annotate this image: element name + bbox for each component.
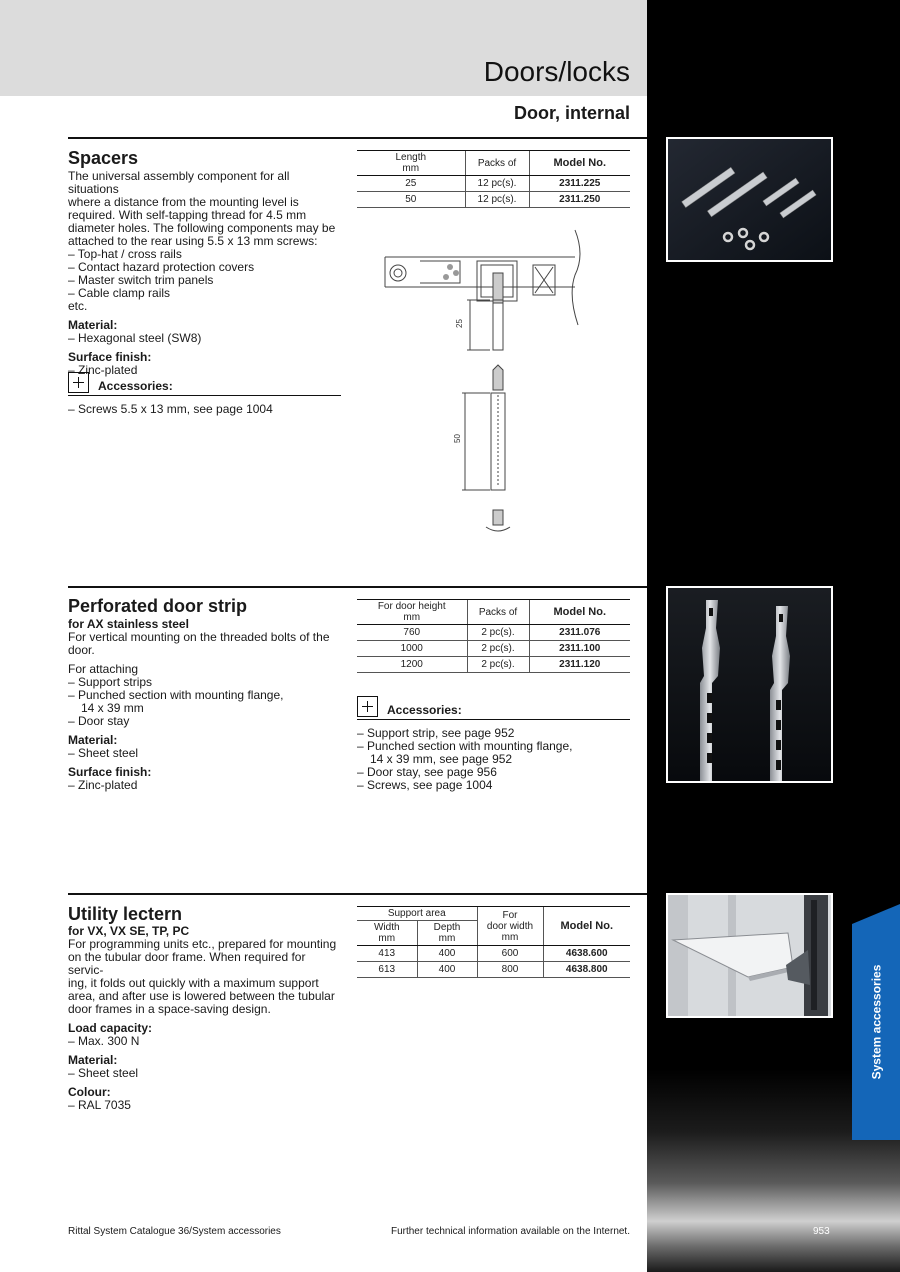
table-cell: 1000 xyxy=(357,641,467,657)
col-header: Model No. xyxy=(529,600,630,625)
material-value: – Hexagonal steel (SW8) xyxy=(68,331,202,345)
table-cell: 12 pc(s). xyxy=(465,192,529,208)
table-cell: 2 pc(s). xyxy=(467,657,529,673)
table-cell: 2 pc(s). xyxy=(467,641,529,657)
desc-line: ing, it folds out quickly with a maximum support xyxy=(68,976,319,990)
side-tab-label-wrap xyxy=(852,904,900,1140)
model-number: 2311.076 xyxy=(529,625,630,641)
section-divider xyxy=(68,137,647,139)
section-subtitle: for VX, VX SE, TP, PC xyxy=(68,924,190,938)
table-cell: 25 xyxy=(357,176,465,192)
accessory-item: – Screws 5.5 x 13 mm, see page 1004 xyxy=(68,402,273,416)
etc-text: etc. xyxy=(68,299,88,313)
perforated-accessories xyxy=(357,727,630,792)
load-value: – Max. 300 N xyxy=(68,1034,140,1048)
perforated-table xyxy=(357,599,630,673)
list-item: – Door stay xyxy=(68,714,130,728)
table-cell: 12 pc(s). xyxy=(465,176,529,192)
table-row xyxy=(357,657,630,673)
table-cell: 1200 xyxy=(357,657,467,673)
desc-line: For programming units etc., prepared for mounting xyxy=(68,937,337,951)
accessories-label: Accessories: xyxy=(98,379,173,393)
model-number: 2311.120 xyxy=(529,657,630,673)
section-title-lectern: Utility lectern xyxy=(68,904,183,924)
table-row xyxy=(357,176,630,192)
col-header: For xyxy=(502,909,518,921)
accessory-item: – Punched section with mounting flange, xyxy=(357,739,573,753)
col-header: Packs of xyxy=(467,600,529,625)
table-cell: 400 xyxy=(417,946,477,962)
desc-line: required. With self-tapping thread for 4.5 mm xyxy=(68,208,307,222)
table-row xyxy=(357,946,630,962)
finish-label: Surface finish: xyxy=(68,765,152,779)
table-cell: 2 pc(s). xyxy=(467,625,529,641)
finish-value: – Zinc-plated xyxy=(68,778,138,792)
list-item: – Contact hazard protection covers xyxy=(68,260,255,274)
desc-line: The universal assembly component for all situations xyxy=(68,169,290,196)
model-number: 2311.100 xyxy=(529,641,630,657)
col-header: Length xyxy=(395,152,427,163)
page-title: Doors/locks xyxy=(483,56,630,87)
col-header: Model No. xyxy=(543,907,630,946)
desc-line: area, and after use is lowered between the tubular xyxy=(68,989,335,1003)
col-header-unit: mm xyxy=(501,931,519,943)
lectern-text xyxy=(68,925,343,1112)
section-subtitle: for AX stainless steel xyxy=(68,617,189,631)
model-number: 4638.600 xyxy=(543,946,630,962)
col-header: Packs of xyxy=(465,151,529,176)
page-number: 953 xyxy=(813,1226,830,1237)
spacers-table xyxy=(357,150,630,208)
desc-line: door. xyxy=(68,643,95,657)
model-number: 2311.225 xyxy=(529,176,630,192)
footer-info: Further technical information available on the Internet. xyxy=(390,1226,630,1237)
table-cell: 600 xyxy=(477,946,543,962)
table-row xyxy=(357,192,630,208)
desc-line: where a distance from the mounting level is xyxy=(68,195,299,209)
accessory-item: – Support strip, see page 952 xyxy=(357,726,515,740)
colour-value: – RAL 7035 xyxy=(68,1098,131,1112)
col-header-unit: mm xyxy=(402,163,420,174)
dimension-label-50: 50 xyxy=(453,434,462,443)
material-label: Material: xyxy=(68,733,118,747)
col-header: Model No. xyxy=(529,151,630,176)
desc-line: diameter holes. The following components may be xyxy=(68,221,336,235)
spacers-text xyxy=(68,170,343,377)
table-row xyxy=(357,962,630,978)
spacers-accessories xyxy=(68,403,343,416)
section-title-spacers: Spacers xyxy=(68,148,139,168)
lectern-photo xyxy=(666,893,833,1018)
footer-catalogue: Rittal System Catalogue 36/System accessories xyxy=(68,1226,281,1237)
desc-line: door frames in a space-saving design. xyxy=(68,1002,271,1016)
list-item: – Punched section with mounting flange, xyxy=(68,688,284,702)
table-cell: 413 xyxy=(357,946,417,962)
lectern-table xyxy=(357,906,630,978)
desc-line: on the tubular door frame. When required for servic- xyxy=(68,950,306,977)
accessories-heading xyxy=(357,696,630,720)
col-header-unit: mm xyxy=(438,933,456,944)
section-title-perforated: Perforated door strip xyxy=(68,596,248,616)
col-header: Width xyxy=(373,922,400,933)
list-item: – Support strips xyxy=(68,675,153,689)
col-header: door width xyxy=(486,920,534,932)
material-label: Material: xyxy=(68,1053,118,1067)
table-cell: 50 xyxy=(357,192,465,208)
side-tab-label: System accessories xyxy=(869,964,883,1080)
group-header: Support area xyxy=(357,907,477,921)
dimension-label-25: 25 xyxy=(455,319,464,328)
list-item: – Top-hat / cross rails xyxy=(68,247,182,261)
finish-value: – Zinc-plated xyxy=(68,363,138,377)
finish-label: Surface finish: xyxy=(68,350,152,364)
table-cell: 613 xyxy=(357,962,417,978)
page-subtitle: Door, internal xyxy=(513,103,630,123)
list-item: – Cable clamp rails xyxy=(68,286,171,300)
colour-label: Colour: xyxy=(68,1085,111,1099)
plus-icon xyxy=(357,696,378,717)
load-label: Load capacity: xyxy=(68,1021,153,1035)
table-row xyxy=(357,641,630,657)
spacer-technical-drawing xyxy=(380,225,585,545)
model-number: 4638.800 xyxy=(543,962,630,978)
plus-icon xyxy=(68,372,89,393)
col-header-unit: mm xyxy=(403,612,421,623)
table-cell: 800 xyxy=(477,962,543,978)
accessory-item: – Door stay, see page 956 xyxy=(357,765,497,779)
table-cell: 400 xyxy=(417,962,477,978)
accessories-heading xyxy=(68,372,341,396)
section-divider xyxy=(68,893,647,895)
material-label: Material: xyxy=(68,318,118,332)
model-number: 2311.250 xyxy=(529,192,630,208)
spacers-photo xyxy=(666,137,833,262)
perforated-strip-photo xyxy=(666,586,833,783)
col-header: Depth xyxy=(433,922,461,933)
table-row xyxy=(357,625,630,641)
list-item: – Master switch trim panels xyxy=(68,273,214,287)
desc-line: For vertical mounting on the threaded bolts of the xyxy=(68,630,330,644)
col-header-unit: mm xyxy=(378,933,396,944)
list-item-continued: 14 x 39 mm xyxy=(81,701,144,715)
material-value: – Sheet steel xyxy=(68,1066,139,1080)
material-value: – Sheet steel xyxy=(68,746,139,760)
col-header: For door height xyxy=(377,601,446,612)
perforated-text xyxy=(68,618,343,792)
accessory-item-continued: 14 x 39 mm, see page 952 xyxy=(370,752,513,766)
accessories-label: Accessories: xyxy=(387,703,462,717)
accessory-item: – Screws, see page 1004 xyxy=(357,778,493,792)
desc-line: attached to the rear using 5.5 x 13 mm screws: xyxy=(68,234,318,248)
section-divider xyxy=(68,586,647,588)
attaching-label: For attaching xyxy=(68,662,139,676)
table-cell: 760 xyxy=(357,625,467,641)
